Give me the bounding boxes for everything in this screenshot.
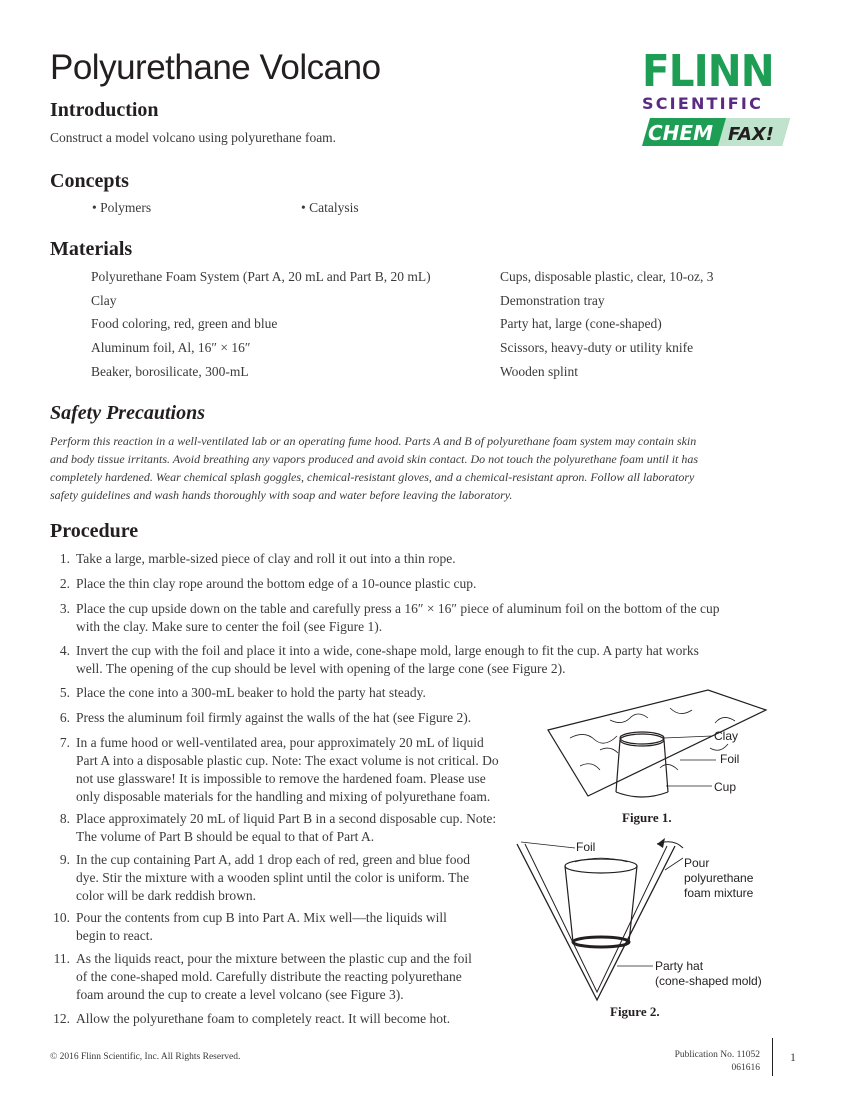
step-line: Place the cone into a 300-mL beaker to hold the party hat steady. [76,685,426,700]
figure2-caption: Figure 2. [610,1004,660,1019]
step-number: 6. [59,710,70,725]
step-line: Invert the cup with the foil and place it into a wide, cone-shape mold, large enough to fit the cup. A party hat works [76,643,699,658]
step-line: not use glassware! It is impossible to remove the hardened foam. Please use [76,771,486,786]
concept-label: Polymers [100,200,152,215]
material-item: Polyurethane Foam System (Part A, 20 mL and Part B, 20 mL) [91,269,431,284]
figure1-label-foil: Foil [720,752,740,766]
figure2-label-foil: Foil [576,840,596,854]
footer-publication [640,1049,760,1075]
step-number: 12. [53,1011,70,1026]
step-line: The volume of Part B should be equal to that of Part A. [76,829,375,844]
step-line: of the cone-shaped mold. Carefully distribute the reacting polyurethane [76,969,462,984]
figure2-label-pour [684,856,753,901]
step-line: Pour the contents from cup B into Part A. Mix well—the liquids will [76,910,447,925]
chemfax-badge [642,116,790,148]
material-item: Aluminum foil, Al, 16″ × 16″ [91,340,251,355]
material-item: Food coloring, red, green and blue [91,316,278,331]
step-line: Part A into a disposable plastic cup. Note: The exact volume is not critical. Do [76,753,499,768]
flinn-logo [642,46,802,150]
safety-text [50,432,800,504]
step-line: As the liquids react, pour the mixture between the plastic cup and the foil [76,951,472,966]
step-line: only disposable materials for the handling and mixing of polyurethane foam. [76,789,491,804]
step-line: foam around the cup to create a level volcano (see Figure 3). [76,987,404,1002]
step-line: In the cup containing Part A, add 1 drop each of red, green and blue food [76,852,470,867]
material-item: Wooden splint [500,364,579,379]
step-line: well. The opening of the cup should be level with opening of the large cone (see Figure 2). [76,661,566,676]
material-item: Party hat, large (cone-shaped) [500,316,662,331]
procedure-heading: Procedure [50,520,139,542]
step-line: Take a large, marble-sized piece of clay and roll it out into a thin rope. [76,551,456,566]
fax-text: FAX! [728,124,774,145]
material-item: Beaker, borosilicate, 300-mL [91,364,249,379]
figure1-caption: Figure 1. [622,810,672,825]
step-number: 11. [53,951,70,966]
figure2-label-party-hat [655,959,762,989]
hat-line: Party hat [655,959,704,973]
step-number: 1. [59,551,70,566]
step-line: color will be dark reddish brown. [76,888,256,903]
material-item: Scissors, heavy-duty or utility knife [500,340,694,355]
step-line: Place approximately 20 mL of liquid Part B in a second disposable cup. Note: [76,811,497,826]
safety-line: safety guidelines and wash hands thoroughly with soap and water before leaving the laboratory. [50,488,513,502]
step-number: 3. [59,601,70,616]
step-line: begin to react. [76,928,153,943]
page-number: 1 [790,1050,796,1064]
introduction-text: Construct a model volcano using polyurethane foam. [50,130,337,145]
step-line: Place the cup upside down on the table and carefully press a 16″ × 16″ piece of aluminum foil on the bottom of the cup [76,601,720,616]
step-line: Press the aluminum foil firmly against the walls of the hat (see Figure 2). [76,710,472,725]
pour-line: Pour [684,856,710,870]
hat-line: (cone-shaped mold) [655,974,762,988]
step-number: 10. [53,910,70,925]
step-line: Place the thin clay rope around the bottom edge of a 10-ounce plastic cup. [76,576,477,591]
publication-number: Publication No. 11052 [674,1050,760,1060]
figure1-label-cup: Cup [714,780,737,794]
figure1-label-clay: Clay [714,729,739,743]
figure1-illustration [540,688,820,806]
safety-line: completely hardened. Wear chemical splash goggles, chemical-resistant gloves, and a chemical-resistant apron. Follow all laboratory [50,470,695,484]
step-number: 9. [59,852,70,867]
step-line: with the clay. Make sure to center the foil (see Figure 1). [76,619,383,634]
logo-flinn-text: FLINN [642,46,774,97]
material-item: Clay [91,293,117,308]
concepts-heading: Concepts [50,170,129,192]
logo-scientific-text: SCIENTIFIC [642,94,764,113]
step-line: Allow the polyurethane foam to completely react. It will become hot. [76,1011,451,1026]
concept-item: • Catalysis [301,200,359,215]
safety-line: Perform this reaction in a well-ventilated lab or an operating fume hood. Parts A and B of polyurethane foam system may contain skin [50,434,697,448]
footer-copyright: © 2016 Flinn Scientific, Inc. All Rights Reserved. [50,1052,241,1062]
step-number: 4. [59,643,70,658]
material-item: Cups, disposable plastic, clear, 10-oz, 3 [500,269,714,284]
page-title: Polyurethane Volcano [50,48,381,87]
pour-line: foam mixture [684,886,754,900]
materials-heading: Materials [50,238,133,260]
step-number: 7. [59,735,70,750]
concept-label: Catalysis [309,200,359,215]
footer-divider [772,1038,773,1076]
step-number: 2. [59,576,70,591]
step-line: In a fume hood or well-ventilated area, pour approximately 20 mL of liquid [76,735,484,750]
publication-code: 061616 [731,1063,760,1073]
safety-heading: Safety Precautions [50,402,205,424]
pour-line: polyurethane [684,871,754,885]
step-line: dye. Stir the mixture with a wooden splint until the color is uniform. The [76,870,470,885]
material-item: Demonstration tray [500,293,605,308]
safety-line: and body tissue irritants. Avoid breathing any vapors produced and avoid skin contact. Do not touch the polyurethane foam until it has [50,452,699,466]
chem-text: CHEM [648,121,713,145]
concept-item: • Polymers [92,200,152,215]
step-number: 8. [59,811,70,826]
step-number: 5. [59,685,70,700]
introduction-heading: Introduction [50,99,159,121]
